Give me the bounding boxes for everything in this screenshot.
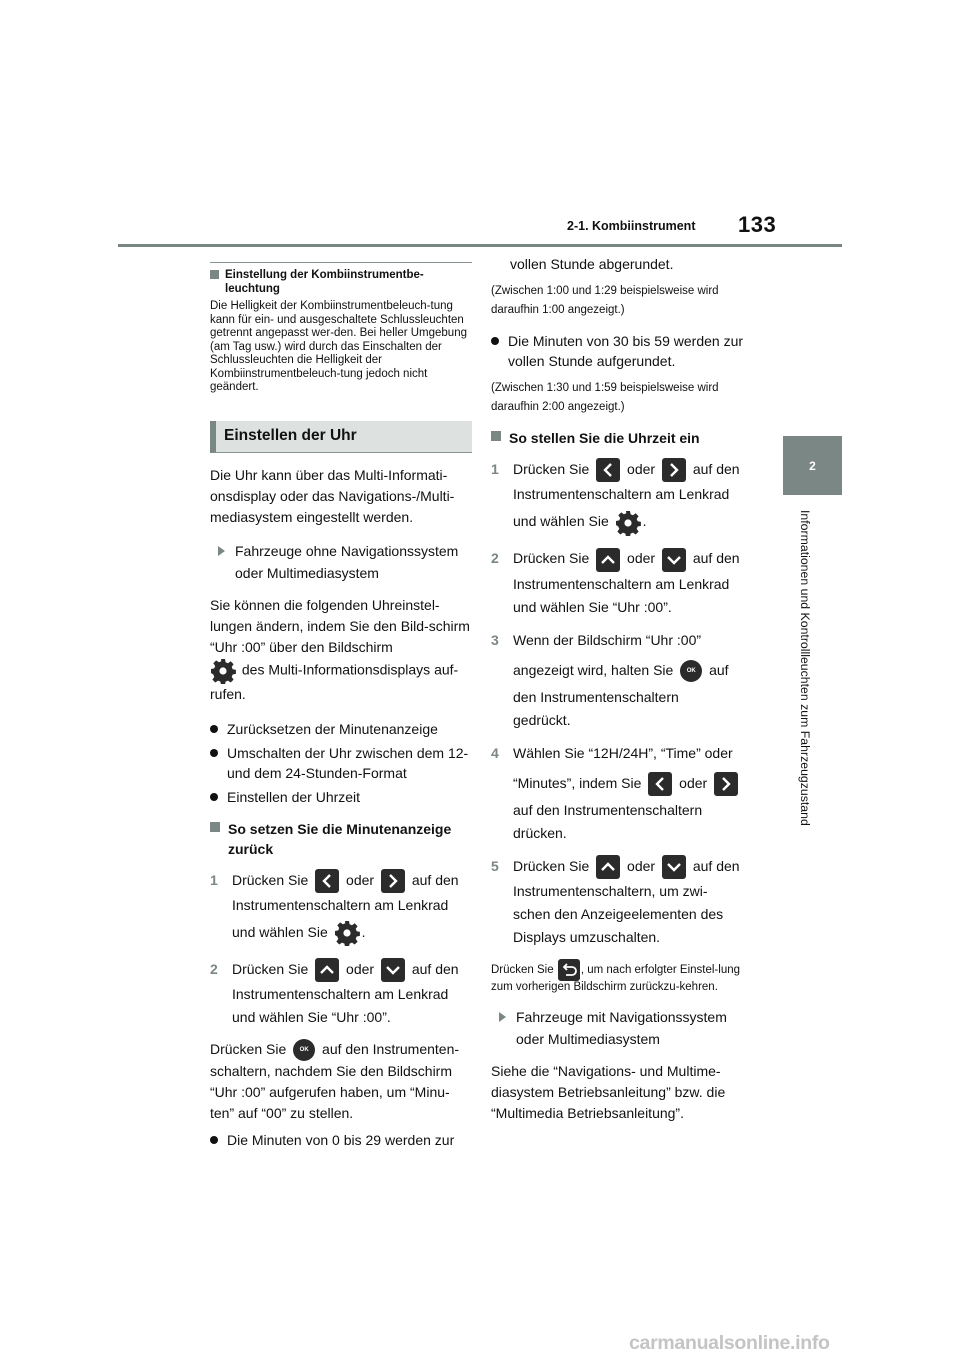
change-text-b: des Multi-Informationsdisplays auf-rufen. (210, 661, 459, 702)
note-heading-text: Einstellung der Kombiinstrumentbe-leuchtung (225, 269, 424, 295)
chevron-right-icon (714, 772, 738, 796)
change-text-a: Sie können die folgenden Uhreinstel-lungen ändern, indem Sie den Bild-schirm “Uhr :00” über den Bildschirm (210, 596, 470, 655)
note-heading (210, 268, 472, 296)
bullet-dot-icon (210, 793, 218, 801)
section-title: Einstellen der Uhr (210, 421, 472, 453)
list-item-text: Die Minuten von 0 bis 29 werden zur (227, 1132, 455, 1149)
final-text: Siehe die “Navigations- und Multime-diasystem Betriebsanleitung” bzw. die “Multimedia Betriebsanleitung”. (491, 1062, 726, 1121)
step-1: 1 Drücken Sie oder auf den Instrumentenschaltern am Lenkrad und wählen Sie . (491, 458, 751, 537)
list-item-text: Umschalten der Uhr zwischen dem 12- und dem 24-Stunden-Format (227, 744, 469, 781)
sub-heading-reset-minutes (210, 819, 472, 859)
step-1: 1 Drücken Sie oder auf den Instrumentenschaltern am Lenkrad und wählen Sie . (210, 869, 472, 948)
section-reference: 2-1. Kombiinstrument (567, 219, 696, 233)
chevron-up-icon (596, 855, 620, 879)
chapter-title (798, 510, 814, 855)
list-item (210, 743, 472, 783)
gear-icon (615, 510, 641, 536)
chevron-up-icon (315, 958, 339, 982)
chapter-title-text: Informationen und Kontrollleuchten zum Fahrzeugzustand (798, 510, 812, 826)
ok-button-icon: OK (293, 1039, 315, 1061)
square-bullet-icon (491, 431, 501, 441)
list-item (210, 1130, 472, 1150)
step-4: 4 Wählen Sie “12H/24H”, “Time” oder “Minutes”, indem Sie oder auf den Instrumentenschaltern drücken. (491, 742, 751, 845)
list-item (210, 719, 472, 739)
ok-button-icon: OK (680, 660, 702, 682)
chapter-number: 2 (809, 458, 816, 473)
continued-text: vollen Stunde abgerundet. (510, 256, 674, 272)
step-number: 1 (491, 461, 499, 477)
step-number: 2 (491, 550, 499, 567)
step-number: 1 (210, 871, 218, 888)
vehicle-type-with-nav (491, 1006, 751, 1050)
step-2: 2 Drücken Sie oder auf den Instrumentenschaltern am Lenkrad und wählen Sie “Uhr :00”. (491, 547, 751, 618)
example-note-2: (Zwischen 1:30 und 1:59 beispielsweise wird daraufhin 2:00 angezeigt.) (491, 382, 719, 413)
triangle-bullet-icon (218, 546, 225, 556)
ok-instruction: Drücken Sie OK auf den Instrumenten-schaltern, nachdem Sie den Bildschirm “Uhr :00” aufgerufen haben, um “Minu-ten” auf “00” zu stellen. (210, 1041, 460, 1122)
sub-heading-set-time (491, 428, 751, 448)
step-3: 3 Wenn der Bildschirm “Uhr :00” angezeigt wird, halten Sie OK auf den Instrumentenschaltern gedrückt. (491, 629, 751, 732)
example-note-1: (Zwischen 1:00 und 1:29 beispielsweise wird daraufhin 1:00 angezeigt.) (491, 285, 719, 316)
step-2: 2 Drücken Sie oder auf den Instrumentenschaltern am Lenkrad und wählen Sie “Uhr :00”. (210, 958, 472, 1029)
chevron-up-icon (596, 548, 620, 572)
list-item-text: Die Minuten von 30 bis 59 werden zur vollen Stunde aufgerundet. (508, 333, 744, 369)
chevron-right-icon (662, 458, 686, 482)
chevron-left-icon (596, 458, 620, 482)
options-list (210, 719, 472, 807)
step-number: 3 (491, 631, 499, 648)
chapter-tab (783, 436, 842, 495)
header-rule (118, 244, 842, 247)
right-column (491, 254, 751, 1136)
sub-heading-text: So setzen Sie die Minutenanzeige zurück (228, 820, 452, 857)
vehicle-type-text: Fahrzeuge mit Navigationssystem oder Multimediasystem (516, 1008, 727, 1047)
left-column (210, 262, 472, 1154)
chevron-left-icon (315, 869, 339, 893)
triangle-bullet-icon (499, 1012, 506, 1022)
list-item (210, 787, 472, 807)
list-item-text: Einstellen der Uhrzeit (227, 788, 361, 805)
bullet-dot-icon (210, 749, 218, 757)
page-number: 133 (738, 212, 777, 237)
bullet-dot-icon (210, 1136, 218, 1144)
gear-icon (334, 920, 360, 946)
back-note: Drücken Sie , um nach erfolgter Einstel-lung zum vorherigen Bildschirm zurückzu-kehren. (491, 959, 751, 994)
sub-heading-text: So stellen Sie die Uhrzeit ein (509, 430, 700, 446)
vehicle-type-without-nav (210, 540, 472, 584)
intro-text: Die Uhr kann über das Multi-Informati-onsdisplay oder das Navigations-/Multi-mediasystem eingestellt werden. (210, 466, 455, 525)
bullet-dot-icon (210, 725, 218, 733)
step-number: 2 (210, 960, 218, 977)
step-number: 4 (491, 744, 499, 761)
chevron-down-icon (381, 958, 405, 982)
step-5: 5 Drücken Sie oder auf den Instrumentenschaltern, um zwi- schen den Anzeigeelementen des Displays umzuschalten. (491, 855, 751, 949)
change-text (210, 595, 472, 705)
step-number: 5 (491, 857, 499, 874)
note-section (210, 262, 472, 395)
chevron-down-icon (662, 855, 686, 879)
bullet-dot-icon (491, 337, 499, 345)
list-item (491, 331, 751, 371)
watermark: carmanualsonline.info (629, 1332, 830, 1354)
vehicle-type-text: Fahrzeuge ohne Navigationssystem oder Multimediasystem (235, 542, 459, 581)
gear-icon (210, 658, 236, 684)
back-arrow-icon (558, 959, 580, 981)
chevron-right-icon (381, 869, 405, 893)
chevron-down-icon (662, 548, 686, 572)
square-bullet-icon (210, 270, 219, 279)
chevron-left-icon (648, 772, 672, 796)
square-bullet-icon (210, 822, 220, 832)
list-item-text: Zurücksetzen der Minutenanzeige (227, 720, 438, 737)
note-text: Die Helligkeit der Kombiinstrumentbeleuch-tung kann für ein- und ausgeschaltete Schlussleuchten getrennt angepasst wer-den. Bei heller Umgebung (am Tag usw.) wird durch das Einschalten der Schlussleuchten die Helligkeit der Kombiinstrumentbeleuch-tung jedoch nicht geändert. (210, 300, 467, 393)
